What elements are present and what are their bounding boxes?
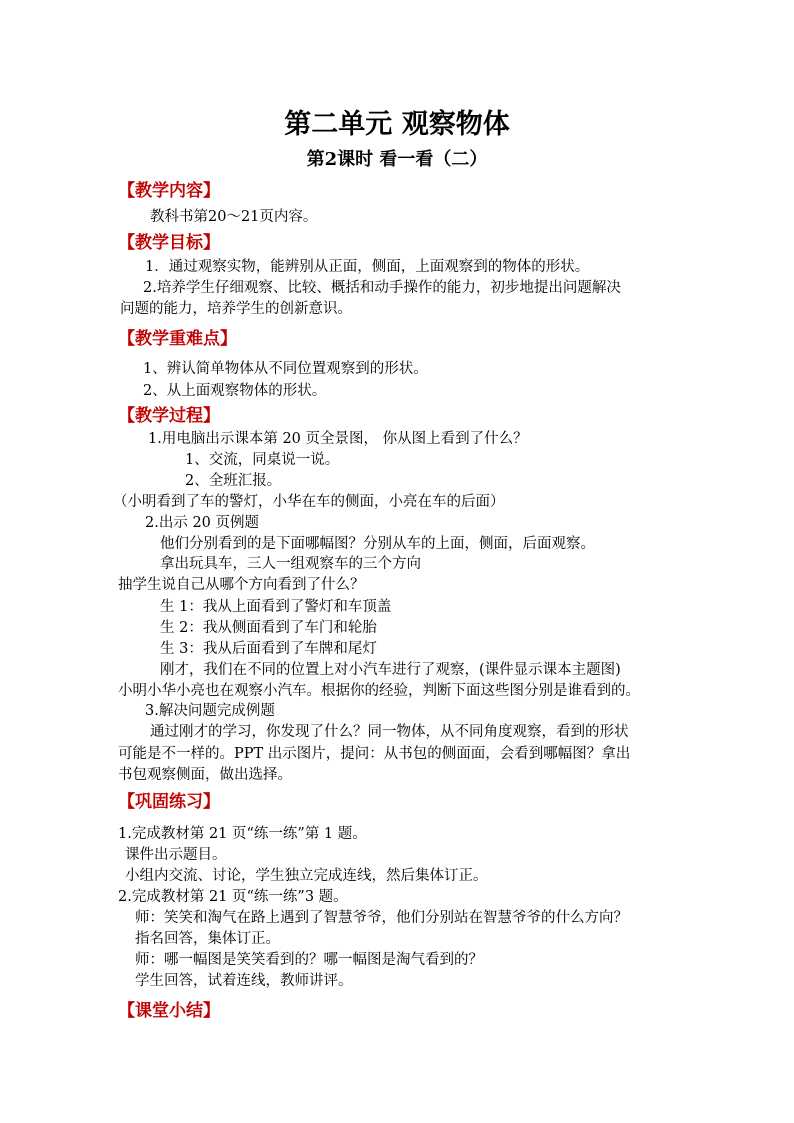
process-line-2: 1、交流，同桌说一说。 <box>185 452 340 468</box>
heading-goals: 【教学目标】 <box>118 233 220 253</box>
process-line-14: 3.解决问题完成例题 <box>145 703 275 719</box>
key-points-line-1: 1、辨认简单物体从不同位置观察到的形状。 <box>143 361 428 377</box>
process-line-4: （小明看到了车的警灯，小华在车的侧面，小亮在车的后面） <box>113 494 505 510</box>
process-line-17: 书包观察侧面，做出选择。 <box>118 767 292 783</box>
content-line-1: 教科书第20～21页内容。 <box>150 209 318 225</box>
process-line-13: 小明小华小亮也在观察小汽车。根据你的经验，判断下面这些图分别是谁看到的。 <box>118 683 640 699</box>
process-line-11: 生 3：我从后面看到了车牌和尾灯 <box>160 641 377 657</box>
process-line-7: 拿出玩具车，三人一组观察车的三个方向 <box>160 556 421 572</box>
process-line-9: 生 1：我从上面看到了警灯和车顶盖 <box>160 599 392 615</box>
goals-line-1: 1．通过观察实物，能辨别从正面，侧面，上面观察到的物体的形状。 <box>145 259 590 275</box>
goals-line-3: 问题的能力，培养学生的创新意识。 <box>120 301 352 317</box>
heading-content: 【教学内容】 <box>118 181 220 201</box>
process-line-5: 2.出示 20 页例题 <box>145 515 260 531</box>
key-points-line-2: 2、从上面观察物体的形状。 <box>143 383 327 399</box>
practice-line-2: 课件出示题目。 <box>125 847 227 863</box>
heading-key-points: 【教学重难点】 <box>118 329 237 349</box>
process-line-6: 他们分别看到的是下面哪幅图？分别从车的上面，侧面，后面观察。 <box>160 536 595 552</box>
process-line-16: 可能是不一样的。PPT 出示图片，提问：从书包的侧面面，会看到哪幅图？拿出 <box>118 746 631 762</box>
process-line-1: 1.用电脑出示课本第 20 页全景图， 你从图上看到了什么？ <box>148 431 528 447</box>
page-title: 第二单元 观察物体 <box>284 109 510 140</box>
goals-line-2: 2.培养学生仔细观察、比较、概括和动手操作的能力，初步地提出问题解决 <box>143 280 621 296</box>
page-subtitle: 第2课时 看一看（二） <box>306 149 488 170</box>
process-line-12: 刚才，我们在不同的位置上对小汽车进行了观察，(课件显示课本主题图) <box>160 662 621 678</box>
practice-line-7: 师：哪一幅图是笑笑看到的？哪一幅图是淘气看到的？ <box>135 952 483 968</box>
practice-line-5: 师：笑笑和淘气在路上遇到了智慧爷爷，他们分别站在智慧爷爷的什么方向？ <box>135 910 628 926</box>
process-line-15: 通过刚才的学习，你发现了什么？同一物体，从不同角度观察，看到的形状 <box>150 724 629 740</box>
process-line-10: 生 2：我从侧面看到了车门和轮胎 <box>160 620 377 636</box>
practice-line-8: 学生回答，试着连线，教师讲评。 <box>135 973 353 989</box>
process-line-3: 2、全班汇报。 <box>185 473 282 489</box>
heading-summary: 【课堂小结】 <box>118 1001 220 1021</box>
practice-line-4: 2.完成教材第 21 页“练一练”3 题。 <box>118 889 348 905</box>
heading-practice: 【巩固练习】 <box>118 792 220 812</box>
process-line-8: 抽学生说自己从哪个方向看到了什么？ <box>118 577 365 593</box>
practice-line-3: 小组内交流、讨论，学生独立完成连线，然后集体订正。 <box>125 868 488 884</box>
practice-line-6: 指名回答，集体订正。 <box>135 931 280 947</box>
heading-process: 【教学过程】 <box>118 406 220 426</box>
practice-line-1: 1.完成教材第 21 页“练一练”第 1 题。 <box>118 826 367 842</box>
